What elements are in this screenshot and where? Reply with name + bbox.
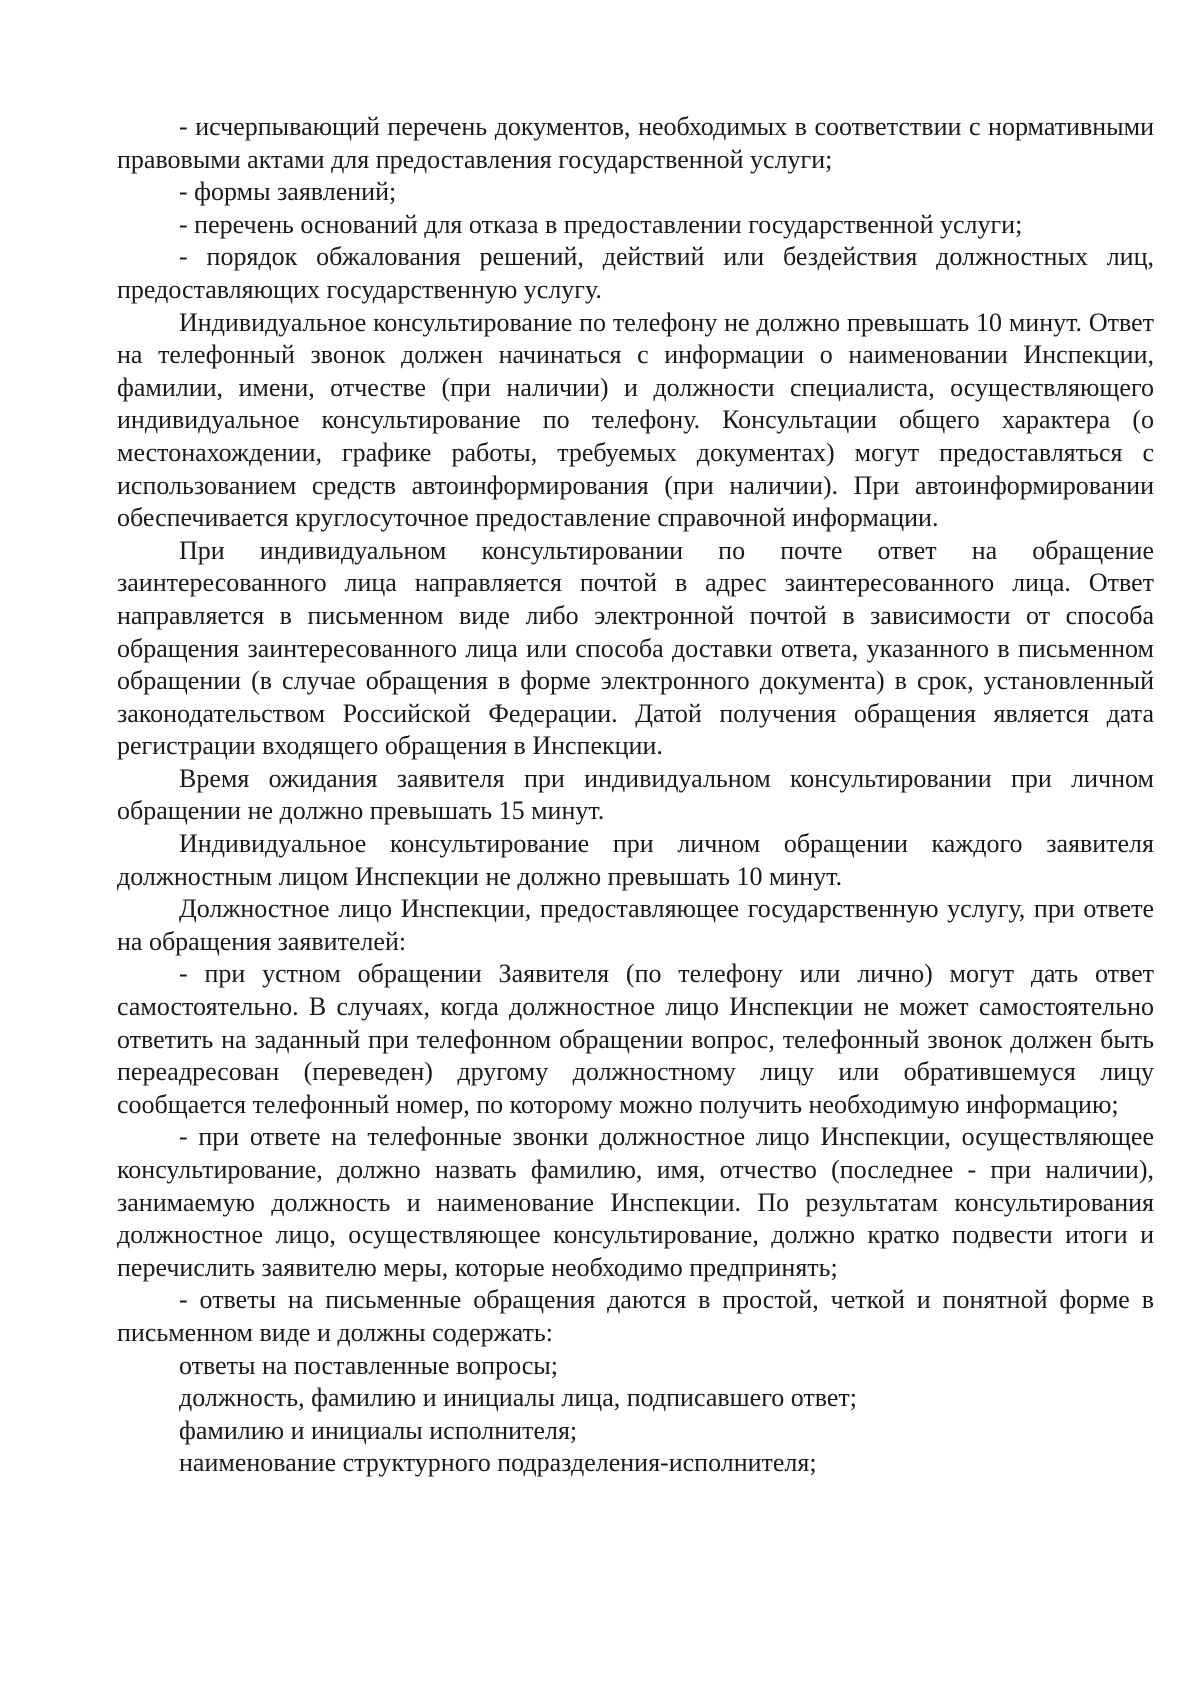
document-body: [117, 111, 1154, 1480]
paragraph-mail-consulting: При индивидуальном консультировании по почте ответ на обращение заинтересованного лица направляется почтой в адрес заинтересованного лица. Ответ направляется в письменном виде либо электронной почтой в зависимости от способа обращения заинтересованного лица или способа доставки ответа, указанного в письменном обращении (в случае обращения в форме электронного документа) в срок, установленный законодательством Российской Федерации. Датой получения обращения является дата регистрации входящего обращения в Инспекции.: [117, 535, 1154, 761]
list-item-phone-calls: - при ответе на телефонные звонки должностное лицо Инспекции, осуществляющее консультирование, должно назвать фамилию, имя, отчество (последнее - при наличии), занимаемую должность и наименование Инспекции. По результатам консультирования должностное лицо, осуществляющее консультирование, должно кратко подвести итоги и перечислить заявителю меры, которые необходимо предпринять;: [117, 1122, 1154, 1282]
list-item-written-answers: - ответы на письменные обращения даются в простой, четкой и понятной форме в письменном виде и должны содержать:: [117, 1285, 1154, 1347]
list-item-executor: фамилию и инициалы исполнителя;: [179, 1415, 578, 1445]
list-item-signatory: должность, фамилию и инициалы лица, подписавшего ответ;: [179, 1383, 857, 1413]
paragraph-personal-consulting: Индивидуальное консультирование при личном обращении каждого заявителя должностным лицом Инспекции не должно превышать 10 минут.: [117, 829, 1154, 891]
list-item-answers: ответы на поставленные вопросы;: [179, 1350, 558, 1380]
list-item-department: наименование структурного подразделения-исполнителя;: [179, 1448, 817, 1478]
paragraph-official-response: Должностное лицо Инспекции, предоставляющее государственную услугу, при ответе на обращения заявителей:: [117, 894, 1154, 956]
paragraph-phone-consulting: Индивидуальное консультирование по телефону не должно превышать 10 минут. Ответ на телефонный звонок должен начинаться с информации о наименовании Инспекции, фамилии, имени, отчестве (при наличии) и должности специалиста, осуществляющего индивидуальное консультирование по телефону. Консультации общего характера (о местонахождении, графике работы, требуемых документах) могут предоставляться с использованием средств автоинформирования (при наличии). При автоинформировании обеспечивается круглосуточное предоставление справочной информации.: [117, 307, 1154, 533]
list-item-documents: - исчерпывающий перечень документов, необходимых в соответствии с нормативными правовыми актами для предоставления государственной услуги;: [117, 112, 1154, 174]
list-item-oral-request: - при устном обращении Заявителя (по телефону или лично) могут дать ответ самостоятельно. В случаях, когда должностное лицо Инспекции не может самостоятельно ответить на заданный при телефонном обращении вопрос, телефонный звонок должен быть переадресован (переведен) другому должностному лицу или обратившемуся лицу сообщается телефонный номер, по которому можно получить необходимую информацию;: [117, 959, 1154, 1119]
list-item-refusal-grounds: - перечень оснований для отказа в предоставлении государственной услуги;: [179, 209, 1023, 239]
list-item-forms: - формы заявлений;: [179, 177, 397, 207]
list-item-appeal-procedure: - порядок обжалования решений, действий или бездействия должностных лиц, предоставляющих государственную услугу.: [117, 242, 1154, 304]
paragraph-waiting-time: Время ожидания заявителя при индивидуальном консультировании при личном обращении не должно превышать 15 минут.: [117, 763, 1154, 826]
